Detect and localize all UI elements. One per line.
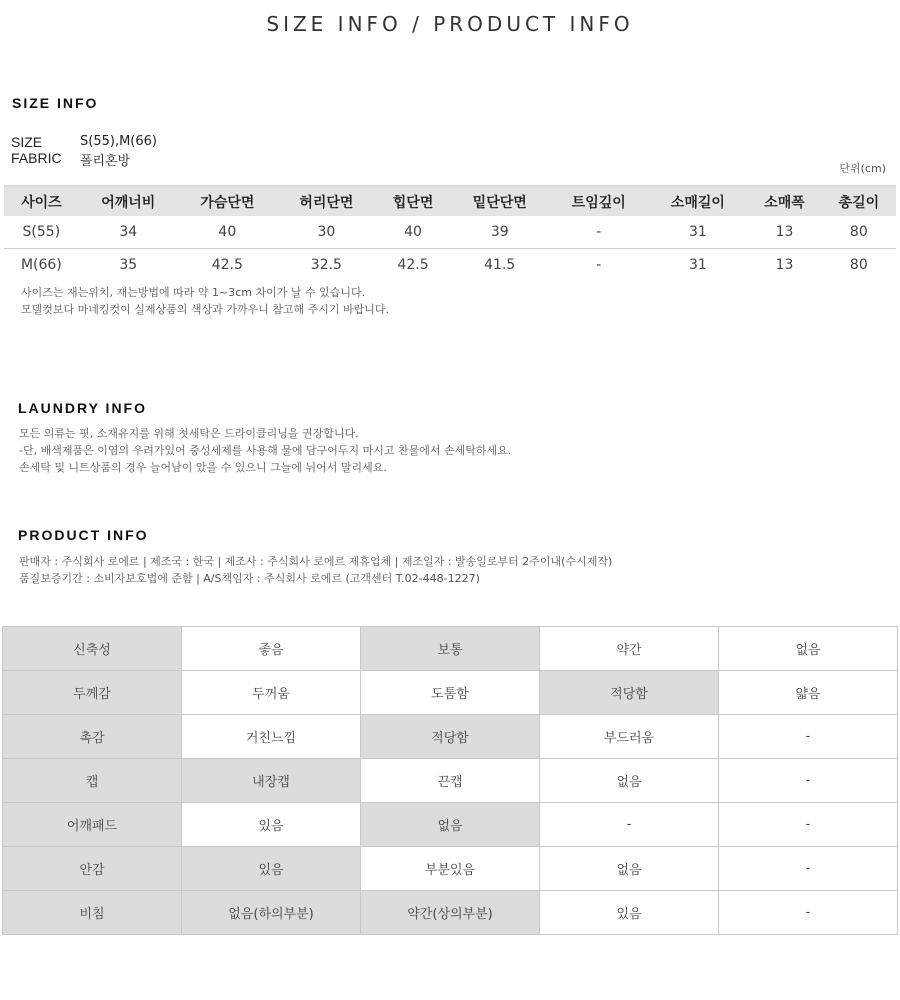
- attribute-option: -: [719, 847, 898, 891]
- attribute-option: -: [719, 759, 898, 803]
- attribute-option: 얇음: [719, 671, 898, 715]
- col-header: 힙단면: [376, 186, 450, 216]
- table-cell: 40: [178, 216, 277, 249]
- attribute-option: 없음: [540, 847, 719, 891]
- attribute-option: 있음: [540, 891, 719, 935]
- col-header: 소매폭: [747, 186, 821, 216]
- attribute-row: [3, 627, 898, 671]
- table-cell: 30: [277, 216, 376, 249]
- attribute-label: 캡: [3, 759, 182, 803]
- size-info-heading: SIZE INFO: [12, 95, 99, 111]
- size-note-line: 모델컷보다 마네킹컷이 실제상품의 색상과 가까우니 참고해 주시기 바랍니다.: [21, 303, 390, 316]
- attribute-row: [3, 671, 898, 715]
- table-cell: 34: [79, 216, 178, 249]
- size-label: SIZE: [11, 134, 43, 150]
- table-cell: 31: [648, 216, 747, 249]
- attribute-option: 도톰함: [361, 671, 540, 715]
- attribute-option: 끈캡: [361, 759, 540, 803]
- attribute-option: 있음: [182, 847, 361, 891]
- fabric-label: FABRIC: [11, 150, 62, 166]
- attribute-table: [2, 626, 898, 935]
- attribute-option: 부분있음: [361, 847, 540, 891]
- product-info-heading: PRODUCT INFO: [18, 527, 149, 543]
- fabric-row: [11, 150, 130, 169]
- attribute-option: 적당함: [540, 671, 719, 715]
- col-header: 트임깊이: [549, 186, 648, 216]
- fabric-value: 폴리혼방: [80, 154, 131, 169]
- table-row: [4, 216, 896, 249]
- table-cell: 41.5: [484, 257, 516, 273]
- attribute-option: 없음: [719, 627, 898, 671]
- size-note-line: 사이즈는 재는위치, 재는방법에 따라 약 1~3cm 차이가 날 수 있습니다.: [21, 286, 366, 299]
- table-cell: 35: [119, 257, 138, 273]
- attribute-option: 없음(하의부분): [182, 891, 361, 935]
- attribute-row: [3, 759, 898, 803]
- size-notes: [21, 284, 389, 318]
- table-cell: 40: [376, 216, 450, 249]
- attribute-option: -: [719, 891, 898, 935]
- page-title: SIZE INFO / PRODUCT INFO: [266, 12, 634, 36]
- attribute-option: 약간(상의부분): [361, 891, 540, 935]
- col-header: 밑단단면: [450, 186, 549, 216]
- size-row: [11, 134, 157, 150]
- attribute-option: 보통: [361, 627, 540, 671]
- attribute-label: 안감: [3, 847, 182, 891]
- laundry-line: 모든 의류는 핏, 소재유지를 위해 첫세탁은 드라이클리닝을 권장합니다.: [19, 427, 359, 440]
- unit-label: 단위(cm): [839, 162, 886, 175]
- attribute-option: 내장캡: [182, 759, 361, 803]
- product-notes: [19, 553, 612, 587]
- attribute-option: 좋음: [182, 627, 361, 671]
- attribute-option: 부드러움: [540, 715, 719, 759]
- table-cell: -: [596, 257, 602, 273]
- product-line: 품질보증기간 : 소비자보호법에 준함 | A/S책임자 : 주식회사 로에르 (고객센터 T.02-448-1227): [19, 572, 480, 585]
- size-table-header: [4, 186, 896, 216]
- attribute-row: [3, 891, 898, 935]
- attribute-option: -: [540, 803, 719, 847]
- attribute-option: 없음: [540, 759, 719, 803]
- table-cell: -: [549, 216, 648, 249]
- attribute-row: [3, 803, 898, 847]
- attribute-row: [3, 847, 898, 891]
- col-header: 소매길이: [648, 186, 747, 216]
- attribute-label: 촉감: [3, 715, 182, 759]
- table-cell: M(66): [20, 257, 62, 273]
- attribute-row: [3, 715, 898, 759]
- table-cell: 39: [450, 216, 549, 249]
- attribute-option: 있음: [182, 803, 361, 847]
- col-header: 총길이: [822, 186, 896, 216]
- table-cell: 42.5: [397, 257, 429, 273]
- table-cell: 80: [849, 257, 868, 273]
- col-header: 허리단면: [277, 186, 376, 216]
- attribute-option: 적당함: [361, 715, 540, 759]
- size-table: [4, 185, 896, 281]
- laundry-line: 손세탁 및 니트상품의 경우 늘어남이 았을 수 있으니 그늘에 뉘어서 말리세요.: [19, 461, 387, 474]
- table-cell: S(55): [4, 216, 79, 249]
- laundry-info-heading: LAUNDRY INFO: [18, 400, 147, 416]
- laundry-line: -단, 배색제품은 이염의 우려가있어 중성세제를 사용해 물에 담구어두지 마시고 찬물에서 손세탁하세요.: [19, 444, 512, 457]
- attribute-option: 없음: [361, 803, 540, 847]
- table-cell: 80: [822, 216, 896, 249]
- table-cell: 13: [747, 216, 821, 249]
- table-cell: 42.5: [211, 257, 243, 273]
- table-row: [4, 249, 896, 282]
- attribute-label: 두께감: [3, 671, 182, 715]
- attribute-option: -: [719, 715, 898, 759]
- product-line: 판매자 : 주식회사 로에르 | 제조국 : 한국 | 제조사 : 주식회사 로에르 제휴업체 | 제조일자 : 발송일로부터 2주이내(수시제작): [19, 555, 613, 568]
- col-header: 가슴단면: [178, 186, 277, 216]
- table-cell: 13: [775, 257, 794, 273]
- size-value: S(55),M(66): [80, 134, 157, 149]
- attribute-label: 어깨패드: [3, 803, 182, 847]
- attribute-label: 신축성: [3, 627, 182, 671]
- attribute-option: -: [719, 803, 898, 847]
- table-cell: 31: [688, 257, 707, 273]
- col-header: 사이즈: [4, 186, 79, 216]
- attribute-option: 두꺼움: [182, 671, 361, 715]
- attribute-option: 거친느낌: [182, 715, 361, 759]
- table-cell: 32.5: [310, 257, 342, 273]
- col-header: 어깨너비: [79, 186, 178, 216]
- laundry-notes: [19, 425, 511, 476]
- attribute-label: 비침: [3, 891, 182, 935]
- attribute-option: 약간: [540, 627, 719, 671]
